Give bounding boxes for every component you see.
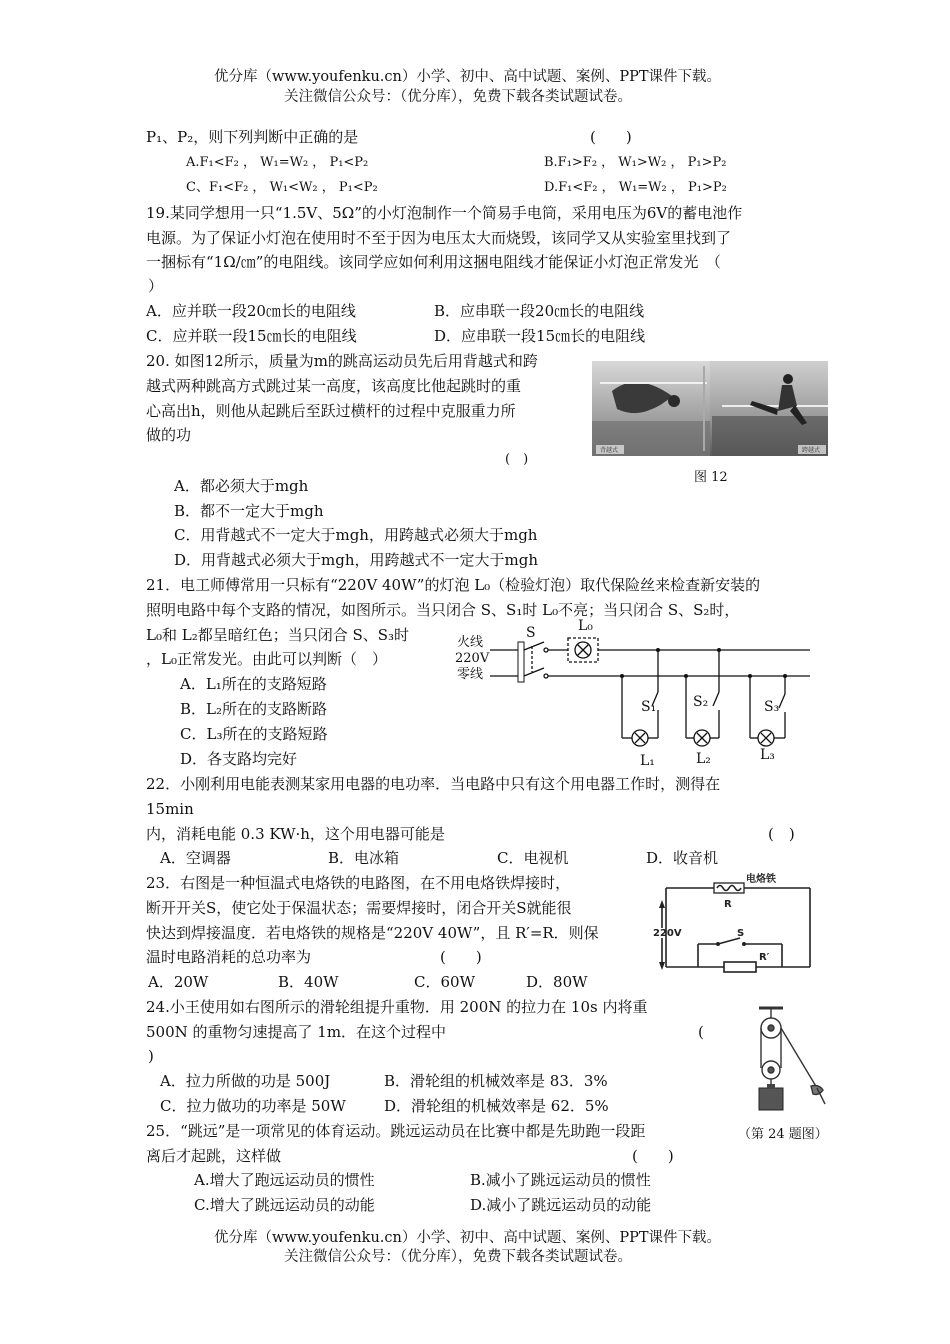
footer-line-1: 优分库（www.youfenku.cn）小学、初中、高中试题、案例、PPT课件下载。 [214, 1230, 722, 1246]
q18-option-b: B.F₁>F₂ ， W₁>W₂ ， P₁>P₂ [544, 155, 727, 170]
q20-option-a: A．都必须大于mgh [174, 477, 309, 495]
q25-line-1: 25．“跳远”是一项常见的体育运动。跳远运动员在比赛中都是先助跑一段距 [146, 1122, 646, 1140]
q21-line-1: 21．电工师傅常用一只标有“220V 40W”的灯泡 L₀（检验灯泡）取代保险丝来检查新安装的 [146, 576, 761, 594]
switch-s2-label: S₂ [693, 694, 709, 710]
q25-option-c: C.增大了跳远运动员的动能 [194, 1196, 375, 1214]
q22-line-3: 内，消耗电能 0.3 KW·h，这个用电器可能是 [146, 825, 445, 843]
q18-option-d: D.F₁<F₂ ， W₁=W₂ ， P₁>P₂ [544, 180, 727, 195]
header-line-1: 优分库（www.youfenku.cn）小学、初中、高中试题、案例、PPT课件下载。 [214, 69, 722, 85]
q21-line-2: 照明电路中每个支路的情况，如图所示。当只闭合 S、S₁时 L₀不亮；当只闭合 S、S₂时， [146, 601, 740, 619]
soldering-iron-circuit [652, 870, 822, 976]
q19-line-3: 一捆标有“1Ω/㎝”的电阻线。该同学应如何利用这捆电阻线才能保证小灯泡正常发光 （ [146, 253, 721, 271]
q20-line-4: 做的功 [146, 426, 192, 444]
q23-option-c: C．60W [414, 973, 475, 991]
q24-paren-open: ( [698, 1023, 704, 1041]
q21-option-d: D．各支路均完好 [180, 750, 298, 768]
q23-option-a: A．20W [148, 973, 209, 991]
q19-option-d: D．应串联一段15㎝长的电阻线 [434, 327, 646, 345]
q21-option-a: A．L₁所在的支路短路 [180, 675, 327, 693]
q20-figure-caption: 图 12 [694, 470, 728, 485]
lamp-l1-label: L₁ [640, 753, 655, 769]
q20-option-b: B．都不一定大于mgh [174, 502, 324, 520]
high-jump-photo [592, 361, 828, 456]
q22-line-2: 15min [146, 800, 194, 818]
q19-option-a: A．应并联一段20㎝长的电阻线 [146, 302, 356, 320]
lamp-l3-label: L₃ [760, 747, 775, 763]
q18-option-c: C、F₁<F₂ ， W₁<W₂ ， P₁<P₂ [186, 180, 378, 195]
q23-line-4: 温时电路消耗的总功率为 [146, 948, 312, 966]
q21-line-3: L₀和 L₂都呈暗红色；当只闭合 S、S₃时 [146, 626, 410, 644]
q20-line-1: 20. 如图12所示，质量为m的跳高运动员先后用背越式和跨 [146, 352, 538, 370]
q24-option-c: C．拉力做功的功率是 50W [160, 1097, 346, 1115]
lamp-l0-label: L₀ [578, 618, 593, 634]
q24-line-1: 24.小王使用如右图所示的滑轮组提升重物．用 200N 的拉力在 10s 内将重 [146, 998, 648, 1016]
q23-line-3: 快达到焊接温度．若电烙铁的规格是“220V 40W”，且 R′=R．则保 [146, 924, 599, 942]
q19-line-2: 电源。为了保证小灯泡在使用时不至于因为电压太大而烧毁，该同学又从实验室里找到了 [146, 229, 732, 247]
q18-paren: ( ) [590, 128, 632, 146]
iron-label: 电烙铁 [746, 874, 776, 885]
q18-option-a: A.F₁<F₂ ， W₁=W₂ ， P₁<P₂ [186, 155, 369, 170]
neutral-wire-label: 零线 [457, 667, 484, 682]
q22-line-1: 22．小刚利用电能表测某家用电器的电功率．当电路中只有这个用电器工作时，测得在 [146, 775, 721, 793]
q22-option-b: B．电冰箱 [328, 849, 400, 867]
photo-label-right: 跨越式 [802, 447, 821, 454]
switch-s3-label: S₃ [764, 699, 780, 715]
q23-option-b: B．40W [278, 973, 339, 991]
q22-paren: ( ) [768, 825, 795, 843]
q19-line-4: ） [148, 277, 164, 295]
q20-option-d: D．用背越式必须大于mgh，用跨越式不一定大于mgh [174, 551, 539, 569]
q19-option-b: B．应串联一段20㎝长的电阻线 [434, 302, 645, 320]
q25-line-2: 离后才起跳，这样做 [146, 1147, 282, 1165]
switch-s-label: S [737, 928, 745, 939]
resistor-r-prime-label: R′ [759, 952, 770, 963]
q24-option-b: B．滑轮组的机械效率是 83．3% [384, 1072, 608, 1090]
q24-option-a: A．拉力所做的功是 500J [160, 1072, 331, 1090]
high-jump-photo-graphic [592, 361, 828, 456]
q18-stem: P₁、P₂，则下列判断中正确的是 [146, 128, 359, 146]
q22-option-a: A．空调器 [160, 849, 231, 867]
circuit-diagram [450, 612, 820, 772]
resistor-r-label: R [724, 899, 732, 910]
photo-label-left: 背越式 [600, 447, 619, 454]
q24-line-2: 500N 的重物匀速提高了 1m．在这个过程中 [146, 1023, 447, 1041]
q24-option-d: D．滑轮组的机械效率是 62．5% [384, 1097, 609, 1115]
q21-line-4: ，L₀正常发光。由此可以判断（ ） [146, 650, 387, 668]
q19-line-1: 19.某同学想用一只“1.5V、5Ω”的小灯泡制作一个简易手电筒，采用电压为6V的蓄电池作 [146, 204, 743, 222]
q20-option-c: C．用背越式不一定大于mgh，用跨越式必须大于mgh [174, 526, 538, 544]
switch-s-label: S [526, 625, 536, 641]
q23-line-1: 23．右图是一种恒温式电烙铁的电路图，在不用电烙铁焊接时， [146, 874, 571, 892]
q24-paren-close: ) [148, 1047, 154, 1065]
q25-option-d: D.减小了跳远运动员的动能 [470, 1196, 652, 1214]
q25-option-b: B.减小了跳远运动员的惯性 [470, 1171, 651, 1189]
header-line-2: 关注微信公众号：（优分库），免费下载各类试题试卷。 [284, 89, 632, 105]
q25-paren: ( ) [632, 1147, 674, 1165]
switch-s1-label: S₁ [641, 699, 657, 715]
q19-option-c: C．应并联一段15㎝长的电阻线 [146, 327, 357, 345]
pulley-system-figure [745, 1000, 835, 1118]
q20-line-2: 越式两种跳高方式跳过某一高度，该高度比他起跳时的重 [146, 377, 522, 395]
q23-paren: ( ) [440, 948, 482, 966]
footer-line-2: 关注微信公众号：（优分库），免费下载各类试题试卷。 [284, 1249, 632, 1265]
q24-figure-caption: （第 24 题图） [738, 1127, 828, 1142]
q22-option-c: C．电视机 [497, 849, 569, 867]
voltage-label: 220V [455, 651, 490, 666]
q25-option-a: A.增大了跑远运动员的惯性 [194, 1171, 375, 1189]
q20-paren: ( ) [505, 452, 529, 467]
lamp-l2-label: L₂ [696, 751, 711, 767]
q23-line-2: 断开开关S，使它处于保温状态；需要焊接时，闭合开关S就能很 [146, 899, 572, 917]
q21-option-c: C．L₃所在的支路短路 [180, 725, 328, 743]
voltage-220v-label: 220V [653, 928, 682, 939]
live-wire-label: 火线 [457, 635, 484, 650]
q21-option-b: B．L₂所在的支路断路 [180, 700, 327, 718]
q20-line-3: 心高出h，则他从起跳后至跃过横杆的过程中克服重力所 [146, 402, 516, 420]
q22-option-d: D．收音机 [646, 849, 719, 867]
q23-option-d: D．80W [526, 973, 588, 991]
